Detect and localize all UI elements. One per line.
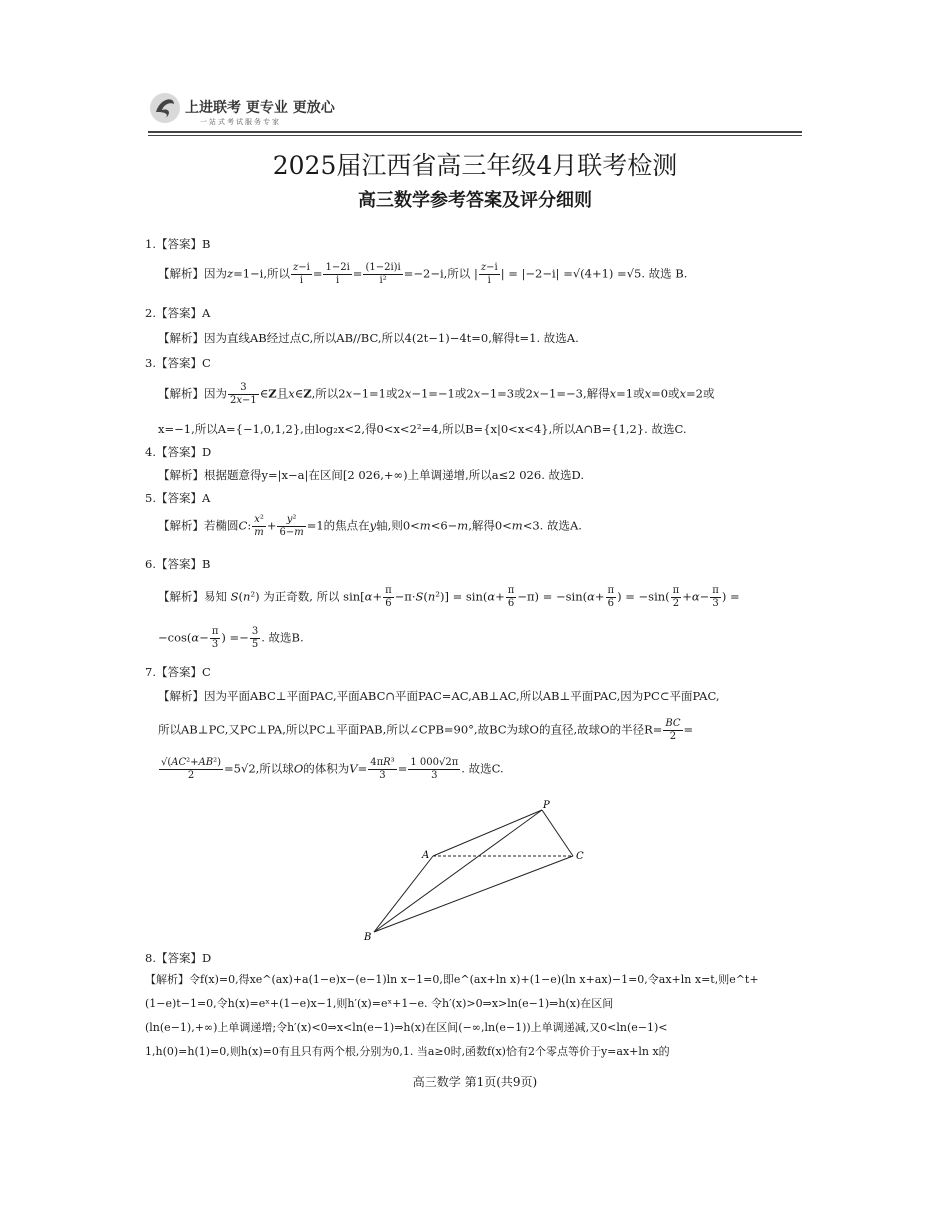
page-footer: 高三数学 第1页(共9页) xyxy=(412,1075,538,1089)
q8-explain-1: 【解析】令f(x)=0,得xe^(ax)+a(1−e)x−(e−1)ln x−1=0,即e^(ax+ln x)+(1−e)(ln x+ax)−1=0,令ax+ln x=t,则e^t+ xyxy=(145,973,759,986)
q7-explain-2: 所以AB⊥PC,又PC⊥PA,所以PC⊥平面PAB,所以∠CPB=90°,故BC为球O的直径,故球O的半径R= $\frac{BC}{2}$ = xyxy=(158,718,694,742)
q8-answer: 8.【答案】D xyxy=(145,951,212,965)
label-a: A xyxy=(422,850,430,861)
label-c: C xyxy=(576,851,584,862)
page-subtitle: 高三数学参考答案及评分细则 xyxy=(358,190,592,211)
q6-explain-1: 【解析】易知 S(n²) 为正奇数, 所以 sin[α+ $\frac{\pi}{6}$ −π·S(n²)] = sin(α+ $\frac{\pi}{6}$ −π) = −sin(α+ $\frac{\pi}{6}$ ) = −sin( $\frac{\pi}{2}$ +α− $\frac{\pi}{3}$ ) = xyxy=(158,585,740,609)
q8-explain-4: 1,h(0)=h(1)=0,则h(x)=0有且只有两个根,分别为0,1. 当a≥0时,函数f(x)恰有2个零点等价于y=ax+ln x的 xyxy=(145,1045,670,1058)
logo-tagline: 一站式考试服务专家 xyxy=(200,118,281,126)
q6-explain-2: −cos(α− $\frac{\pi}{3}$ ) =− $\frac{3}{5}$ . 故选B. xyxy=(158,626,304,650)
q4-explain: 【解析】根据题意得y=|x−a|在区间[2 026,+∞)上单调递增,所以a≤2 026. 故选D. xyxy=(158,468,584,482)
q7-answer: 7.【答案】C xyxy=(145,665,211,679)
tetrahedron-figure xyxy=(360,796,600,946)
edge-pc xyxy=(542,810,573,856)
q1-explain: 【解析】因为z=1−i,所以 $\frac{z-i}{i}$ = $\frac{1-2i}{i}$ = $\frac{(1-2i)i}{\text{i²}}$ =−2−i,所以 | $\frac{z-i}{i}$ | = |−2−i| =√(4+1) =√5. 故选 B. xyxy=(158,262,688,286)
q8-explain-2: (1−e)t−1=0,令h(x)=eˣ+(1−e)x−1,则h′(x)=eˣ+1−e. 令h′(x)>0⇒x>ln(e−1)⇒h(x)在区间 xyxy=(145,997,614,1010)
q7-explain-1: 【解析】因为平面ABC⊥平面PAC,平面ABC∩平面PAC=AC,AB⊥AC,所以AB⊥平面PAC,因为PC⊂平面PAC, xyxy=(158,689,720,703)
label-p: P xyxy=(543,800,550,811)
q3-explain-2: x=−1,所以A={−1,0,1,2},由log₂x<2,得0<x<2²=4,所以B={x|0<x<4},所以A∩B={1,2}. 故选C. xyxy=(158,422,687,436)
q5-answer: 5.【答案】A xyxy=(145,491,211,505)
logo-text: 上进联考 更专业 更放心 xyxy=(185,100,335,116)
logo-icon xyxy=(148,90,182,126)
q4-answer: 4.【答案】D xyxy=(145,445,212,459)
q2-answer: 2.【答案】A xyxy=(145,306,211,320)
q8-explain-3: (ln(e−1),+∞)上单调递增;令h′(x)<0⇒x<ln(e−1)⇒h(x)在区间(−∞,ln(e−1))上单调递减,又0<ln(e−1)< xyxy=(145,1021,668,1034)
edge-bp xyxy=(374,810,542,932)
q3-answer: 3.【答案】C xyxy=(145,356,211,370)
q7-explain-3: $\frac{\text{√(AC²+AB²)}}{2}$ =5√2,所以球O的体积为V= $\frac{\text{4πR³}}{3}$ = $\frac{1 000√2\pi}{3}$ . 故选C. xyxy=(161,757,504,781)
q2-explain: 【解析】因为直线AB经过点C,所以AB//BC,所以4(2t−1)−4t=0,解得t=1. 故选A. xyxy=(158,331,579,345)
page-title: 2025届江西省高三年级4月联考检测 xyxy=(272,151,678,180)
q5-explain: 【解析】若椭圆C: $\frac{\text{x²}}{m}$ + $\frac{\text{y²}}{6-m}$ =1的焦点在y轴,则0<m<6−m,解得0<m<3. 故选A. xyxy=(158,514,582,538)
q6-answer: 6.【答案】B xyxy=(145,557,211,571)
q3-explain-1: 【解析】因为 $\frac{3}{2x-1}$ ∈Z且x∈Z,所以2x−1=1或2x−1=−1或2x−1=3或2x−1=−3,解得x=1或x=0或x=2或 xyxy=(158,382,715,406)
header-rule xyxy=(148,131,802,133)
q1-answer: 1.【答案】B xyxy=(145,237,211,251)
label-b: B xyxy=(364,932,372,943)
header-rule-thin xyxy=(148,135,802,136)
